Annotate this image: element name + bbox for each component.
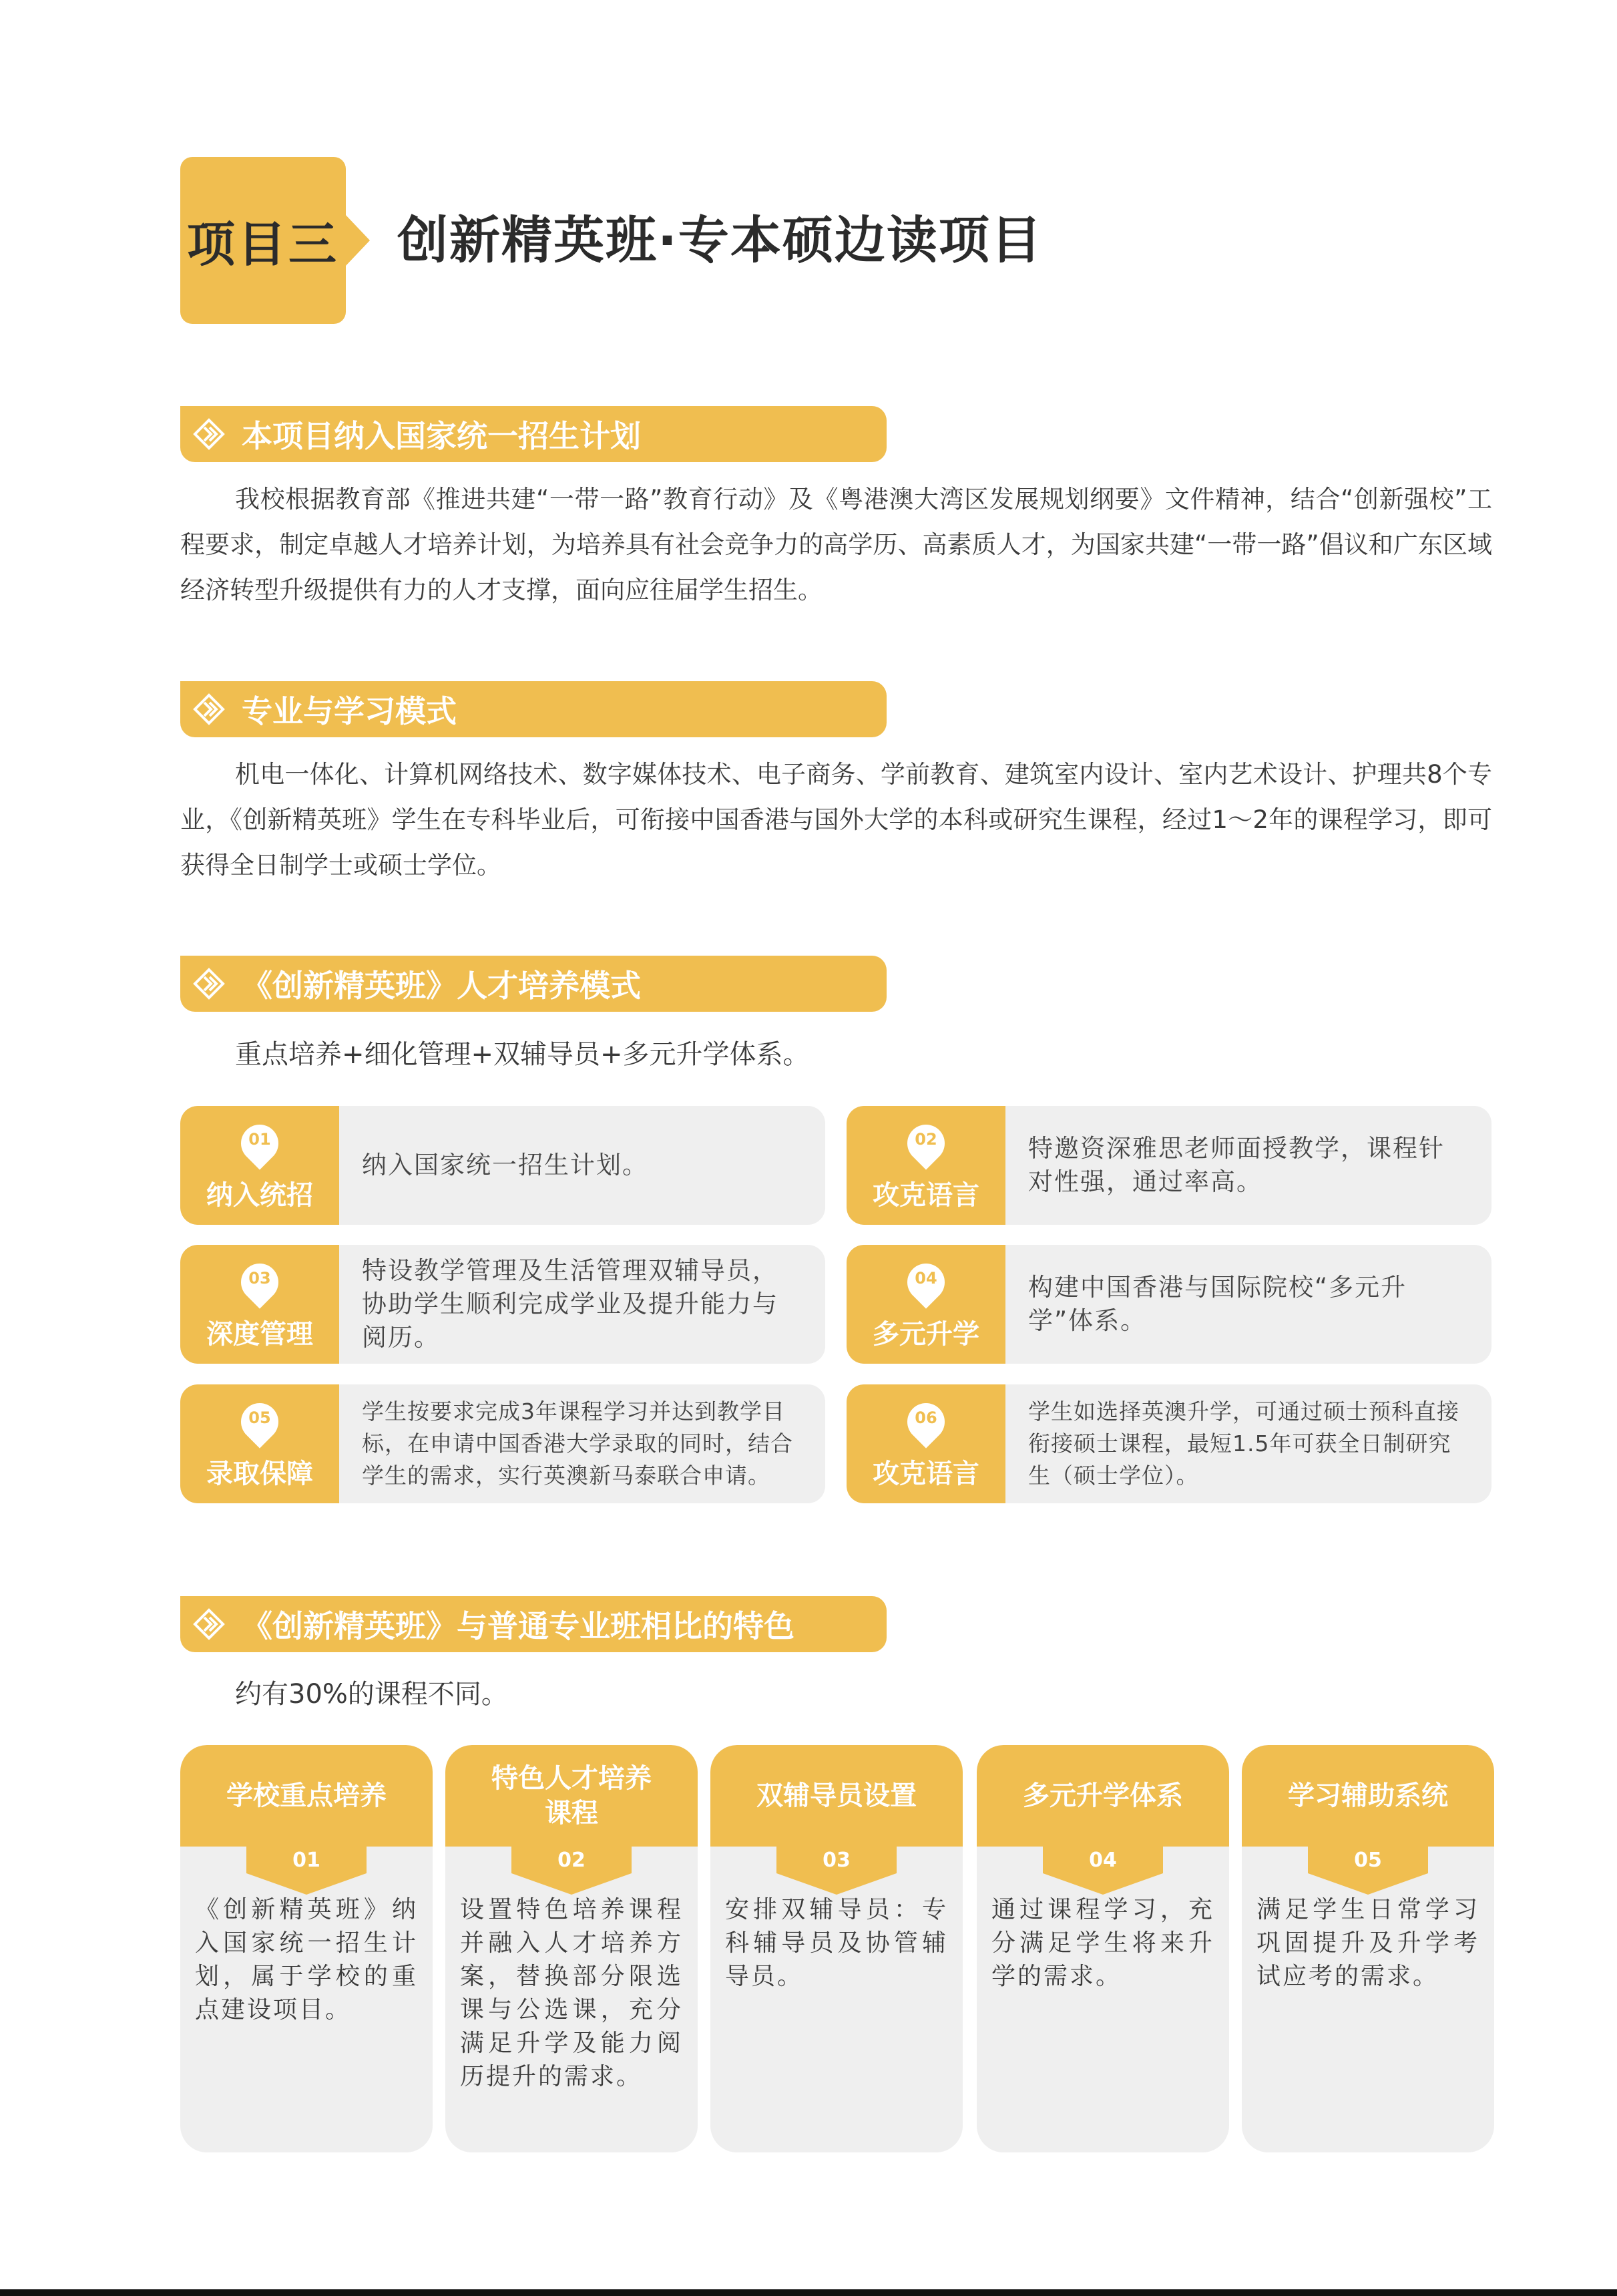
card-number: 02 xyxy=(915,1130,937,1149)
card-label: 录取保障 xyxy=(206,1459,313,1489)
card-label: 攻克语言 xyxy=(873,1459,979,1489)
card-text: 纳入国家统一招生计划。 xyxy=(362,1151,648,1179)
card-label-block xyxy=(847,1106,1005,1225)
feature-number: 02 xyxy=(557,1849,586,1872)
section-header-training-model xyxy=(180,956,887,1012)
feature-number: 03 xyxy=(823,1849,851,1872)
feature-number-pointer xyxy=(1043,1873,1163,1895)
card-number: 06 xyxy=(915,1408,937,1427)
card-text: 学生如选择英澳升学，可通过硕士预科直接衔接硕士课程，最短1.5年可获全日制研究生（硕士学位）。 xyxy=(1028,1398,1459,1489)
feature-column-text: 满足学生日常学习巩固提升及升学考试应考的需求。 xyxy=(1256,1896,1479,1990)
card-text: 特邀资深雅思老师面授教学，课程针对性强，通过率高。 xyxy=(1028,1134,1445,1196)
card-label: 深度管理 xyxy=(206,1319,313,1350)
feature-column-title: 特色人才培养课程 xyxy=(445,1745,698,1847)
page-title: 创新精英班·专本硕边读项目 xyxy=(397,210,1043,270)
project-tag-arrow xyxy=(344,214,370,267)
feature-card xyxy=(180,1106,825,1225)
section-header-majors xyxy=(180,681,887,737)
feature-column-text: 《创新精英班》纳入国家统一招生计划，属于学校的重点建设项目。 xyxy=(195,1896,418,2024)
feature-column-title: 学校重点培养 xyxy=(180,1745,433,1847)
section-title: 《创新精英班》人才培养模式 xyxy=(242,968,641,1004)
card-text: 学生按要求完成3年课程学习并达到教学目标，在申请中国香港大学录取的同时，结合学生的需求，实行英澳新马泰联合申请。 xyxy=(362,1398,793,1489)
feature-column-title: 双辅导员设置 xyxy=(710,1745,963,1847)
comparison-summary: 约有30%的课程不同。 xyxy=(235,1679,508,1710)
feature-card xyxy=(180,1384,825,1503)
card-text: 特设教学管理及生活管理双辅导员，协助学生顺利完成学业及提升能力与阅历。 xyxy=(362,1256,778,1352)
section-header-comparison xyxy=(180,1596,887,1652)
feature-number: 01 xyxy=(292,1849,320,1872)
card-label: 纳入统招 xyxy=(206,1180,313,1211)
card-label-block xyxy=(847,1384,1005,1503)
feature-column xyxy=(180,1745,433,2152)
feature-card xyxy=(847,1245,1491,1364)
feature-column xyxy=(445,1745,698,2152)
feature-column-title: 多元升学体系 xyxy=(977,1745,1229,1847)
feature-column-text: 设置特色培养课程并融入人才培养方案，替换部分限选课与公选课，充分满足升学及能力阅历提升的需求。 xyxy=(460,1896,683,2090)
diamond-arrow-icon xyxy=(192,417,226,451)
feature-number-pointer xyxy=(511,1873,632,1895)
feature-column xyxy=(977,1745,1229,2152)
card-label-block xyxy=(180,1245,339,1364)
feature-number: 05 xyxy=(1354,1849,1382,1872)
diamond-arrow-icon xyxy=(192,1607,226,1641)
feature-card xyxy=(847,1384,1491,1503)
feature-column xyxy=(1242,1745,1494,2152)
feature-number-pointer xyxy=(1308,1873,1428,1895)
card-number: 04 xyxy=(915,1269,937,1288)
section-title: 《创新精英班》与普通专业班相比的特色 xyxy=(242,1608,794,1644)
section-title: 专业与学习模式 xyxy=(242,693,457,729)
card-number: 03 xyxy=(248,1269,271,1288)
section-title: 本项目纳入国家统一招生计划 xyxy=(242,418,641,454)
card-number: 05 xyxy=(248,1408,271,1427)
diamond-arrow-icon xyxy=(192,967,226,1000)
card-number: 01 xyxy=(248,1130,271,1149)
card-label-block xyxy=(180,1106,339,1225)
feature-number-pointer xyxy=(776,1873,897,1895)
feature-column-title: 学习辅助系统 xyxy=(1242,1745,1494,1847)
card-label-block xyxy=(180,1384,339,1503)
feature-number-pointer xyxy=(246,1873,367,1895)
feature-card xyxy=(180,1245,825,1364)
feature-column-text: 安排双辅导员：专科辅导员及协管辅导员。 xyxy=(725,1896,948,1990)
training-model-summary: 重点培养+细化管理+双辅导员+多元升学体系。 xyxy=(235,1039,810,1070)
card-label: 攻克语言 xyxy=(873,1180,979,1211)
card-label: 多元升学 xyxy=(873,1319,979,1350)
card-label-block xyxy=(847,1245,1005,1364)
section-header-enrollment xyxy=(180,406,887,462)
feature-column-text: 通过课程学习，充分满足学生将来升学的需求。 xyxy=(991,1896,1214,1990)
section-paragraph-majors: 机电一体化、计算机网络技术、数字媒体技术、电子商务、学前教育、建筑室内设计、室内艺术设计、护理共8个专业，《创新精英班》学生在专科毕业后，可衔接中国香港与国外大学的本科或研究生课程，经过1～2年的课程学习，即可获得全日制学士或硕士学位。 xyxy=(180,760,1492,880)
project-tag: 项目三 xyxy=(180,157,346,324)
card-text: 构建中国香港与国际院校“多元升学”体系。 xyxy=(1028,1273,1407,1335)
section-paragraph-enrollment: 我校根据教育部《推进共建“一带一路”教育行动》及《粤港澳大湾区发展规划纲要》文件精神，结合“创新强校”工程要求，制定卓越人才培养计划，为培养具有社会竞争力的高学历、高素质人才，为国家共建“一带一路”倡议和广东区域经济转型升级提供有力的人才支撑，面向应往届学生招生。 xyxy=(180,485,1492,604)
feature-column xyxy=(710,1745,963,2152)
bottom-rule xyxy=(0,2289,1617,2296)
diamond-arrow-icon xyxy=(192,693,226,726)
feature-card xyxy=(847,1106,1491,1225)
feature-number: 04 xyxy=(1089,1849,1117,1872)
